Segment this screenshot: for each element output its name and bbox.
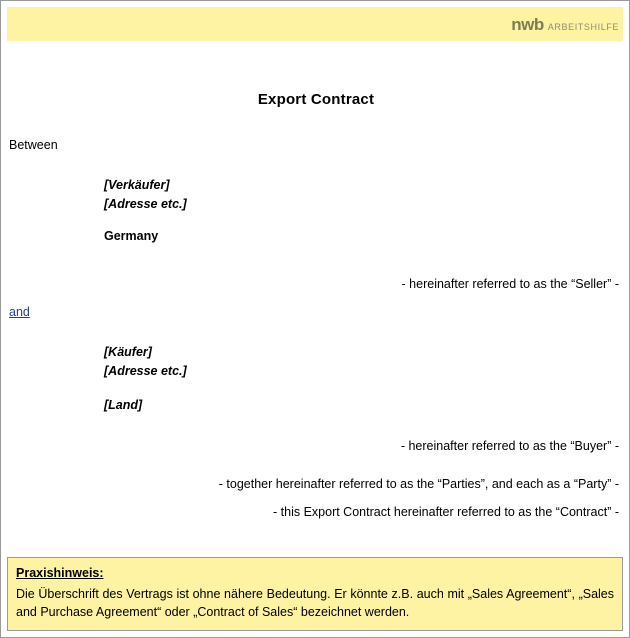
practice-note-title: Praxishinweis: bbox=[16, 565, 104, 580]
buyer-country-placeholder: [Land] bbox=[104, 397, 143, 412]
nwb-logo-mark: nwb bbox=[511, 15, 544, 34]
seller-name-placeholder: [Verkäufer] bbox=[104, 178, 170, 192]
spacer bbox=[9, 152, 623, 176]
conjunction-and: and bbox=[9, 304, 30, 319]
buyer-address-placeholder: [Adresse etc.] bbox=[104, 364, 187, 379]
spacer bbox=[104, 215, 623, 229]
header-banner bbox=[7, 7, 623, 41]
parties-reference: - together hereinafter referred to as the “Parties”, and each as a “Party” - bbox=[218, 476, 619, 491]
page-title: Export Contract bbox=[257, 91, 375, 108]
buyer-name-placeholder: [Käufer] bbox=[104, 344, 152, 359]
seller-block bbox=[104, 176, 623, 243]
practice-note-box bbox=[7, 557, 623, 631]
seller-address-placeholder: [Adresse etc.] bbox=[104, 197, 187, 212]
practice-note-text: Die Überschrift des Vertrags ist ohne nähere Bedeutung. Er könnte z.B. auch mit „Sales Agreement“, „Sales and Purchase Agreement“ oder „Contract of Sales“ bezeichnet werden. bbox=[16, 586, 614, 620]
seller-country: Germany bbox=[104, 228, 159, 243]
spacer bbox=[9, 243, 623, 277]
spacer bbox=[104, 382, 623, 396]
spacer bbox=[9, 415, 623, 439]
nwb-logo-subtitle: ARBEITSHILFE bbox=[547, 22, 619, 32]
spacer bbox=[9, 491, 623, 505]
document-body bbox=[1, 47, 630, 519]
conjunction-and-wrapper bbox=[9, 305, 623, 319]
spacer bbox=[9, 453, 623, 477]
spacer bbox=[9, 291, 623, 305]
nwb-logo bbox=[511, 15, 619, 35]
between-label: Between bbox=[9, 138, 58, 152]
buyer-reference: - hereinafter referred to as the “Buyer” - bbox=[400, 438, 619, 453]
contract-reference: - this Export Contract hereinafter referred to as the “Contract” - bbox=[273, 504, 619, 519]
seller-reference: - hereinafter referred to as the “Seller” - bbox=[401, 276, 619, 291]
spacer bbox=[9, 319, 623, 343]
buyer-block bbox=[104, 343, 623, 415]
